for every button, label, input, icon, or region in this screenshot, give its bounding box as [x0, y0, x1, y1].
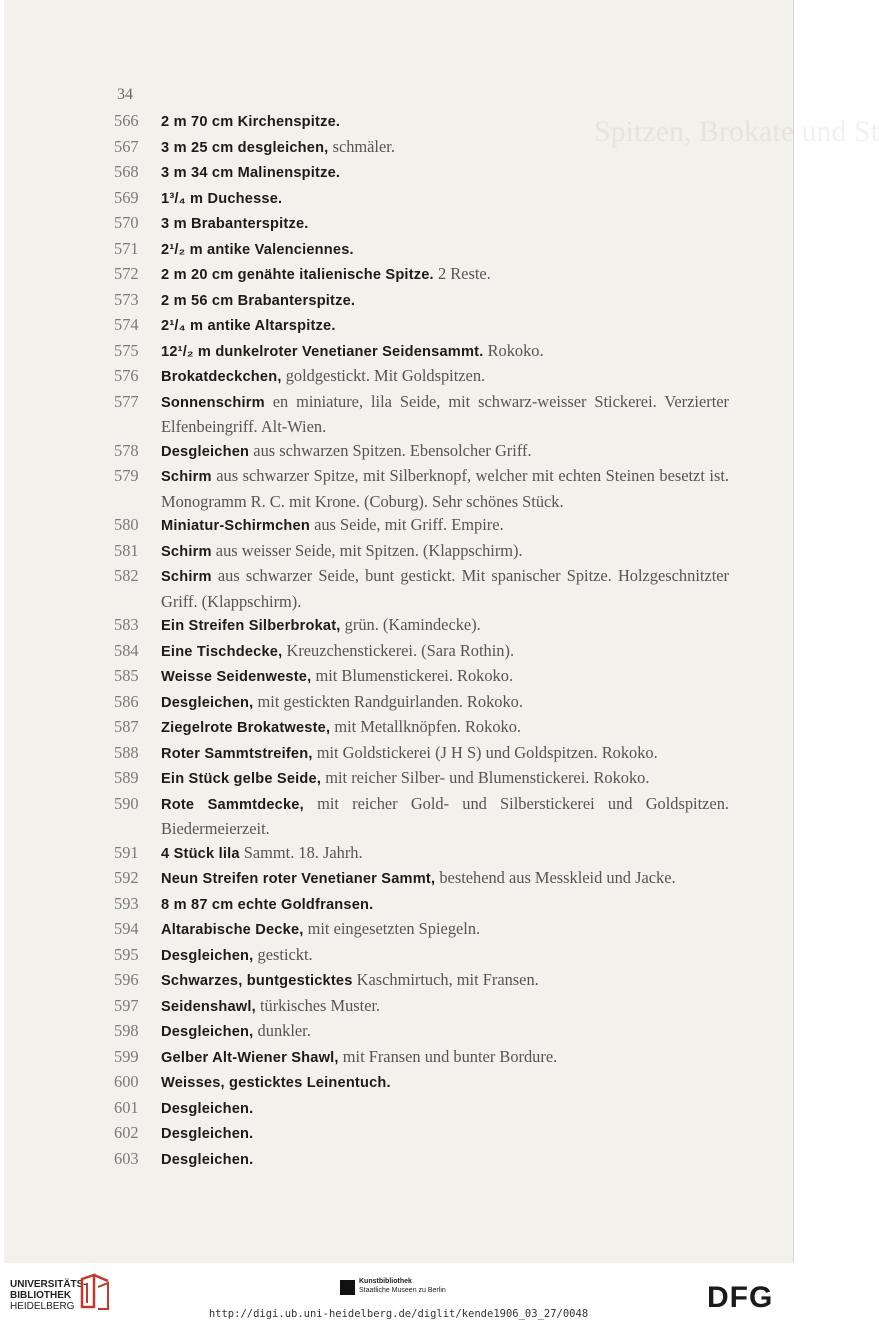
- entry-title: Weisse Seidenweste,: [161, 669, 312, 685]
- entry-description: Rokoko.: [487, 340, 544, 360]
- catalog-entry: [114, 690, 729, 716]
- entry-description: Sammt. 18. Jahrh.: [243, 842, 363, 862]
- entry-text: [161, 892, 729, 918]
- kunstbibliothek-logo-icon[interactable]: [340, 1280, 355, 1295]
- entry-title: Desgleichen,: [161, 694, 254, 711]
- entry-title: Schirm: [161, 543, 212, 560]
- entry-title: Seidenshawl,: [161, 998, 256, 1015]
- entry-description: grün. (Kamindecke).: [344, 615, 481, 634]
- catalog-entry: [114, 866, 729, 892]
- entry-number: 578: [114, 440, 139, 460]
- entry-title: 3 m Brabanterspitze.: [161, 216, 309, 232]
- catalog-entry: [114, 943, 729, 969]
- entry-text: [161, 109, 729, 135]
- entry-number: 569: [114, 187, 139, 207]
- catalog-entry: [114, 841, 729, 867]
- entry-title: Schirm: [161, 569, 212, 585]
- entry-description: dunkler.: [257, 1021, 311, 1040]
- entry-title: Gelber Alt-Wiener Shawl,: [161, 1049, 339, 1066]
- entry-number: 586: [114, 691, 139, 711]
- entry-text: [161, 439, 729, 465]
- entry-title: Desgleichen.: [161, 1126, 254, 1142]
- entry-text: [161, 1147, 729, 1173]
- entry-text: [161, 1096, 729, 1122]
- entry-number: 573: [114, 289, 139, 309]
- entry-text: [161, 994, 729, 1020]
- catalog-entry: [114, 237, 729, 263]
- entry-text: [161, 741, 729, 767]
- catalog-entry: [114, 539, 729, 565]
- entry-number: 601: [114, 1097, 139, 1117]
- entry-description: mit reicher Silber- und Blumenstickerei. Rokoko.: [325, 768, 650, 787]
- catalog-entry: [114, 792, 729, 841]
- kunstbibliothek-logo-text: [359, 1277, 446, 1295]
- entry-title: 2 m 56 cm Brabanterspitze.: [161, 292, 356, 309]
- entry-description: türkisches Muster.: [259, 995, 381, 1015]
- entry-text: [161, 539, 729, 565]
- catalog-entry: [114, 1070, 729, 1096]
- entry-text: [161, 792, 729, 841]
- entry-number: 570: [114, 213, 139, 232]
- entry-text: [161, 943, 729, 969]
- entry-number: 588: [114, 742, 139, 762]
- entry-title: 4 Stück lila: [161, 845, 240, 862]
- entry-text: [161, 841, 729, 867]
- entry-text: [161, 513, 729, 539]
- entry-number: 584: [114, 640, 139, 660]
- entry-text: [161, 766, 729, 792]
- entry-title: Desgleichen.: [161, 1151, 254, 1168]
- catalog-entry: [114, 968, 729, 994]
- catalog-entry: [114, 564, 729, 613]
- entry-number: 585: [114, 666, 139, 685]
- entry-text: [161, 237, 729, 263]
- entry-text: [161, 1045, 729, 1071]
- entry-number: 599: [114, 1046, 139, 1066]
- entry-number: 568: [114, 162, 139, 181]
- entry-text: [161, 135, 729, 161]
- catalog-entry: [114, 741, 729, 767]
- catalog-entry: [114, 1019, 729, 1045]
- entry-text: [161, 1019, 729, 1045]
- entry-number: 597: [114, 995, 139, 1015]
- entry-text: [161, 690, 729, 716]
- entry-text: [161, 639, 729, 665]
- entry-text: [161, 1070, 729, 1096]
- entry-text: [161, 288, 729, 314]
- ub-heidelberg-mark-icon: [78, 1273, 112, 1311]
- entry-description: goldgestickt. Mit Goldspitzen.: [285, 366, 486, 385]
- catalog-entries: [114, 109, 729, 1172]
- ub-logo-line3: HEIDELBERG: [10, 1301, 75, 1312]
- entry-description: aus weisser Seide, mit Spitzen. (Klappschirm).: [215, 540, 523, 560]
- catalog-entry: [114, 1045, 729, 1071]
- catalog-entry: [114, 1147, 729, 1173]
- entry-title: Desgleichen,: [161, 947, 254, 964]
- entry-description: Kaschmirtuch, mit Fransen.: [356, 970, 539, 989]
- entry-text: [161, 390, 729, 439]
- entry-title: Desgleichen,: [161, 1024, 254, 1040]
- entry-text: [161, 664, 729, 690]
- permalink-url[interactable]: http://digi.ub.uni-heidelberg.de/diglit/kende1906_03_27/0048: [208, 1308, 589, 1320]
- entry-description: mit Blumenstickerei. Rokoko.: [315, 666, 514, 685]
- entry-description: mit gestickten Randguirlanden. Rokoko.: [257, 691, 523, 711]
- entry-number: 596: [114, 970, 139, 989]
- entry-title: 3 m 34 cm Malinenspitze.: [161, 165, 341, 181]
- entry-text: [161, 313, 729, 339]
- entry-number: 594: [114, 919, 139, 938]
- catalog-entry: [114, 262, 729, 288]
- entry-description: mit Goldstickerei (J H S) und Goldspitzen. Rokoko.: [316, 742, 658, 762]
- entry-description: gestickt.: [257, 944, 313, 964]
- entry-text: [161, 968, 729, 994]
- entry-description: aus Seide, mit Griff. Empire.: [314, 515, 504, 534]
- catalog-entry: [114, 339, 729, 365]
- entry-text: [161, 211, 729, 237]
- entry-title: Ziegelrote Brokatweste,: [161, 720, 331, 736]
- entry-text: [161, 186, 729, 212]
- entry-number: 580: [114, 515, 139, 534]
- entry-title: Eine Tischdecke,: [161, 643, 283, 660]
- entry-title: Roter Sammtstreifen,: [161, 745, 313, 762]
- entry-number: 574: [114, 315, 139, 334]
- entry-number: 589: [114, 768, 139, 787]
- entry-description: aus schwarzer Seide, bunt gestickt. Mit spanischer Spitze. Holzgeschnitzter Griff. (Klappschirm).: [161, 566, 729, 611]
- entry-number: 575: [114, 340, 139, 360]
- entry-description: mit eingesetzten Spiegeln.: [307, 919, 481, 938]
- entry-description: aus schwarzen Spitzen. Ebensolcher Griff.: [253, 440, 532, 460]
- entry-text: [161, 866, 729, 892]
- catalog-entry: [114, 186, 729, 212]
- entry-number: 603: [114, 1148, 139, 1168]
- catalog-entry: [114, 439, 729, 465]
- entry-title: Miniatur-Schirmchen: [161, 518, 310, 534]
- entry-title: 1³/₄ m Duchesse.: [161, 190, 283, 207]
- entry-number: 571: [114, 238, 139, 258]
- entry-title: Desgleichen: [161, 443, 250, 460]
- entry-description: mit reicher Gold- und Silberstickerei und Goldspitzen. Biedermeierzeit.: [161, 793, 730, 838]
- entry-number: 600: [114, 1072, 139, 1091]
- entry-number: 590: [114, 793, 139, 813]
- catalog-entry: [114, 892, 729, 918]
- entry-title: 2 m 20 cm genähte italienische Spitze.: [161, 267, 434, 283]
- entry-description: Kreuzchenstickerei. (Sara Rothin).: [286, 640, 515, 660]
- entry-number: 576: [114, 366, 139, 385]
- catalog-entry: [114, 917, 729, 943]
- entry-title: 2¹/₂ m antike Valenciennes.: [161, 241, 354, 258]
- entry-text: [161, 613, 729, 639]
- entry-number: 587: [114, 717, 139, 736]
- entry-description: aus schwarzer Spitze, mit Silberknopf, welcher mit echten Steinen besetzt ist. Monogramm R. C. mit Krone. (Coburg). Sehr schönes Stück.: [161, 466, 729, 511]
- entry-number: 591: [114, 842, 139, 862]
- catalog-entry: [114, 639, 729, 665]
- entry-title: 12¹/₂ m dunkelroter Venetianer Seidensammt.: [161, 343, 484, 360]
- entry-description: 2 Reste.: [437, 264, 491, 283]
- catalog-entry: [114, 160, 729, 186]
- footer-bar: [0, 1263, 797, 1325]
- entry-number: 567: [114, 136, 139, 156]
- ub-logo-line2: BIBLIOTHEK: [10, 1290, 72, 1301]
- entry-number: 602: [114, 1123, 139, 1142]
- catalog-entry: [114, 211, 729, 237]
- entry-title: Sonnenschirm: [161, 394, 265, 411]
- entry-number: 577: [114, 391, 139, 411]
- catalog-entry: [114, 513, 729, 539]
- catalog-entry: [114, 1096, 729, 1122]
- entry-title: 3 m 25 cm desgleichen,: [161, 139, 329, 156]
- entry-number: 598: [114, 1021, 139, 1040]
- entry-text: [161, 1121, 729, 1147]
- entry-title: Neun Streifen roter Venetianer Sammt,: [161, 871, 436, 887]
- entry-description: mit Fransen und bunter Bordure.: [342, 1046, 558, 1066]
- entry-description: en miniature, lila Seide, mit schwarz-weisser Stickerei. Verzierter Elfenbeingriff. Alt-Wien.: [161, 391, 729, 436]
- catalog-entry: [114, 313, 729, 339]
- entry-title: Ein Streifen Silberbrokat,: [161, 618, 341, 634]
- catalog-entry: [114, 364, 729, 390]
- catalog-entry: [114, 994, 729, 1020]
- catalog-entry: [114, 664, 729, 690]
- entry-title: Ein Stück gelbe Seide,: [161, 771, 322, 787]
- entry-title: Weisses, gesticktes Leinentuch.: [161, 1075, 391, 1091]
- entry-title: 2 m 70 cm Kirchenspitze.: [161, 114, 341, 130]
- entry-text: [161, 364, 729, 390]
- entry-number: 579: [114, 466, 139, 485]
- entry-title: 2¹/₄ m antike Altarspitze.: [161, 318, 336, 334]
- entry-title: Rote Sammtdecke,: [161, 796, 304, 813]
- scanned-page: [4, 0, 879, 1263]
- entry-text: [161, 339, 729, 365]
- entry-description: bestehend aus Messkleid und Jacke.: [439, 868, 676, 887]
- catalog-entry: [114, 464, 729, 513]
- catalog-entry: [114, 390, 729, 439]
- catalog-entry: [114, 135, 729, 161]
- entry-number: 572: [114, 264, 139, 283]
- entry-text: [161, 464, 729, 513]
- entry-number: 581: [114, 540, 139, 560]
- catalog-entry: [114, 1121, 729, 1147]
- entry-number: 593: [114, 893, 139, 913]
- ub-logo-line1: UNIVERSITÄTS-: [10, 1279, 87, 1290]
- entry-text: [161, 917, 729, 943]
- entry-description: mit Metallknöpfen. Rokoko.: [334, 717, 522, 736]
- entry-title: Altarabische Decke,: [161, 922, 304, 938]
- catalog-entry: [114, 613, 729, 639]
- page-number: 34: [117, 86, 133, 103]
- entry-title: Schirm: [161, 469, 212, 485]
- entry-text: [161, 564, 729, 613]
- entry-description: schmäler.: [332, 136, 395, 156]
- kb-logo-line1: Kunstbibliothek: [359, 1278, 412, 1285]
- entry-number: 566: [114, 111, 139, 130]
- dfg-logo[interactable]: DFG: [707, 1281, 774, 1314]
- catalog-entry: [114, 109, 729, 135]
- catalog-entry: [114, 715, 729, 741]
- entry-title: Desgleichen.: [161, 1100, 254, 1117]
- entry-text: [161, 715, 729, 741]
- entry-title: 8 m 87 cm echte Goldfransen.: [161, 896, 374, 913]
- entry-number: 583: [114, 615, 139, 634]
- entry-number: 582: [114, 566, 139, 585]
- kb-logo-line2: Staatliche Museen zu Berlin: [359, 1287, 446, 1294]
- catalog-entry: [114, 288, 729, 314]
- entry-number: 592: [114, 868, 139, 887]
- entry-text: [161, 262, 729, 288]
- catalog-entry: [114, 766, 729, 792]
- entry-number: 595: [114, 944, 139, 964]
- entry-title: Schwarzes, buntgesticktes: [161, 973, 353, 989]
- entry-title: Brokatdeckchen,: [161, 369, 282, 385]
- bleed-through-heading: Spitzen, Brokate und St: [594, 115, 879, 148]
- entry-text: [161, 160, 729, 186]
